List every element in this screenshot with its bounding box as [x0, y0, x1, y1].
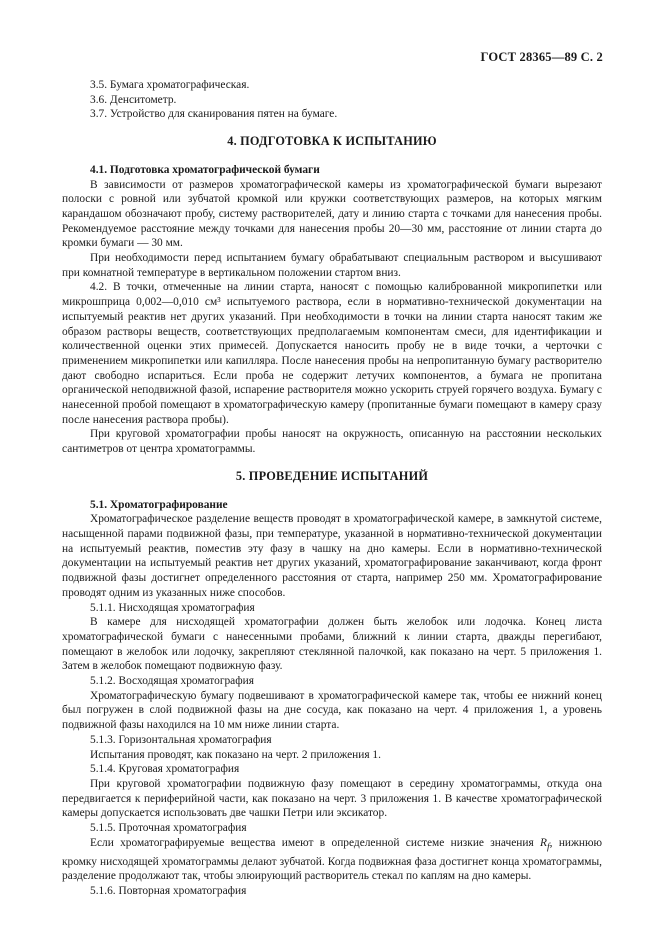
- paragraph: При необходимости перед испытанием бумагу обрабатывают специальным раствором и высушивают при комнатной температуре в вертикальном положении стартом вниз.: [62, 252, 602, 279]
- subsection-5-1-4-heading: 5.1.4. Круговая хроматография: [90, 763, 240, 776]
- paragraph: В зависимости от размеров хроматографической камеры из хроматографической бумаги вырезают полоски с ровной или зубчатой кромкой или кружки соответствующих размеров, на которых мягким карандашом обозначают пробу, систему растворителей, дату и линию старта с точками для нанесения пробы. Рекомендуемое расстояние между точками для нанесения пробы 20—30 мм, расстояние от линии старта до кромки бумаги — 30 мм.: [62, 178, 602, 250]
- subsection-4-1-heading: 4.1. Подготовка хроматографической бумаги: [90, 163, 320, 176]
- paragraph: При круговой хроматографии подвижную фазу помещают в середину хроматограммы, откуда она передвигается к периферийной части, как показано на черт. 3 приложения 1. В качестве хроматографической камеры допускается использовать две чашки Петри или эксикатор.: [62, 777, 602, 820]
- paragraph: В камере для нисходящей хроматографии должен быть желобок или лодочка. Конец листа хроматографической бумаги с нанесенными пробами, ближний к линии старта, дважды перегибают, помещают в желобок или лодочку, закрепляют стеклянной палочкой, как показано на черт. 5 приложения 1. Затем в желобок помещают подвижную фазу.: [62, 616, 602, 673]
- paragraph: Испытания проводят, как показано на черт. 2 приложения 1.: [90, 748, 381, 761]
- paragraph: 4.2. В точки, отмеченные на линии старта, наносят с помощью калиброванной микропипетки или микрошприца 0,002—0,010 см³ испытуемого раствора, если в нормативно-технической документации на испытуемый реактив нет других указаний. При необходимости в точки на линии старта наносят таким же образом растворы веществ, соответствующих предполагаемым компонентам смеси, для идентификации и количественной оценки этих примесей. Допускается наносить пробу не в виде точки, а черточки с применением микропипетки или капилляра. После нанесения пробы на непропитанную бумагу растворителю дают свободно испариться. Если проба не содержит летучих компонентов, а бумага не пропитана органической неподвижной фазой, испарение растворителя можно ускорить струей горячего воздуха. Бумагу с нанесенной пробой помещают в хроматографическую камеру (пропитанные бумаги помещают в камеру сразу после нанесения раствора пробы).: [62, 281, 602, 426]
- paragraph: [62, 836, 602, 884]
- list-item: 3.7. Устройство для сканирования пятен на бумаге.: [90, 108, 338, 121]
- section-4-title: 4. ПОДГОТОВКА К ИСПЫТАНИЮ: [227, 134, 437, 149]
- subsection-5-1-5-heading: 5.1.5. Проточная хроматография: [90, 822, 247, 835]
- rf-symbol: R: [540, 836, 548, 849]
- paragraph-text: Если хроматографируемые вещества имеют в определенной системе низкие значения: [90, 836, 541, 849]
- list-item: 3.5. Бумага хроматографическая.: [90, 79, 250, 91]
- subsection-5-1-3-heading: 5.1.3. Горизонтальная хроматография: [90, 733, 272, 746]
- rf-subscript: f: [547, 842, 550, 853]
- list-item: 3.6. Денситометр.: [90, 93, 177, 106]
- paragraph: При круговой хроматографии пробы наносят на окружность, описанную на расстоянии нескольких сантиметров от центра хроматограммы.: [62, 428, 602, 456]
- section-5-title: 5. ПРОВЕДЕНИЕ ИСПЫТАНИЙ: [235, 468, 429, 483]
- paragraph: Хроматографическую бумагу подвешивают в хроматографической камере так, чтобы ее нижний конец был погружен в слой подвижной фазы на дне сосуда, как показано на черт. 4 приложения 1, а уровень подвижной фазы находился на 10 мм ниже линии старта.: [62, 689, 602, 732]
- document-body: [62, 78, 602, 899]
- subsection-5-1-2-heading: 5.1.2. Восходящая хроматография: [90, 675, 254, 688]
- subsection-5-1-heading: 5.1. Хроматографирование: [90, 498, 228, 511]
- paragraph: Хроматографическое разделение веществ проводят в хроматографической камере, в замкнутой системе, насыщенной парами подвижной фазы, при температуре, указанной в нормативно-технической документации на испытуемый реактив, поместив эту фазу в чашку на дно камеры. Если в нормативно-технической документации на испытуемый реактив нет других указаний, хроматографирование заканчивают, когда фронт подвижной фазы достигнет определенного расстояния от старта, например 250 мм. Хроматографирование проводят одним из указанных ниже способов.: [62, 513, 602, 599]
- subsection-5-1-6-heading: 5.1.6. Повторная хроматография: [90, 885, 247, 898]
- page-header: ГОСТ 28365—89 С. 2: [480, 50, 603, 64]
- subsection-5-1-1-heading: 5.1.1. Нисходящая хроматография: [90, 601, 255, 614]
- paragraph-text: , нижнюю кромку нисходящей хроматограммы делают зубчатой. Когда подвижная фаза достигнет конца хроматограммы, разделение продолжают так, чтобы элюирующий растворитель стекал по каплям на дно камеры.: [62, 836, 603, 883]
